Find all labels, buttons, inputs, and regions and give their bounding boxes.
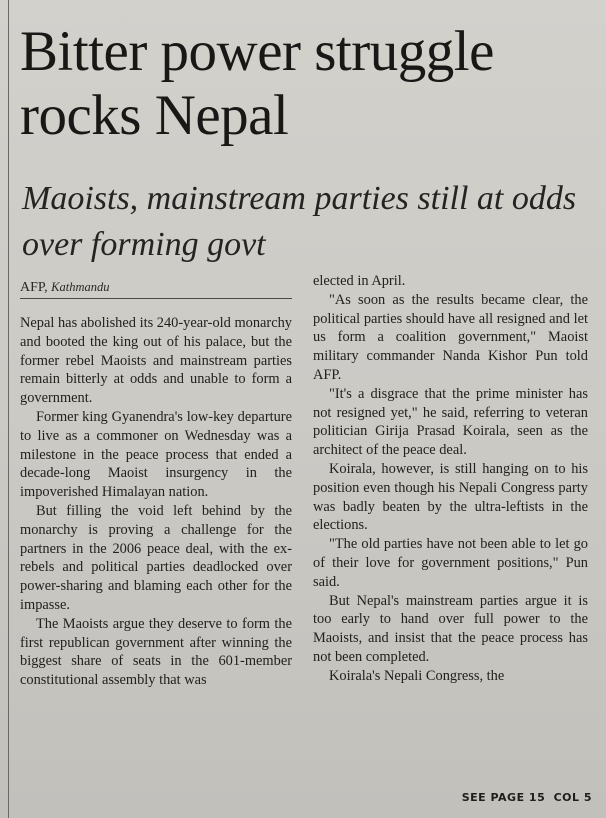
paragraph: Koirala's Nepali Congress, the: [329, 667, 505, 684]
paragraph: "As soon as the results became clear, the political parties should have all resigned and let us form a coalition government," Maoist military commander Nanda Kishor Pun told AFP.: [313, 291, 588, 383]
paragraph: "The old parties have not been able to let go of their love for government positions," Pun said.: [313, 536, 588, 590]
paragraph: But filling the void left behind by the monarchy is proving a challenge for the partners in the 2006 peace deal, with the ex-rebels and political parties deadlocked over power-sharing and blaming each other for the impasse.: [20, 502, 292, 613]
jump-page-label: SEE PAGE 15: [461, 791, 546, 804]
subheadline: Maoists, mainstream parties still at odds over forming govt: [22, 180, 577, 263]
byline-agency: AFP,: [20, 280, 48, 295]
article-column-1: [20, 314, 292, 690]
paragraph: elected in April.: [313, 273, 406, 289]
byline: [20, 278, 290, 297]
paragraph: Former king Gyanendra's low-key departure to live as a commoner on Wednesday was a milestone in the peace process that ended a decade-long Maoist insurgency in the impoverished Himalayan nation.: [20, 408, 292, 501]
paragraph: The Maoists argue they deserve to form the first republican government after winning the biggest share of seats in the 601-member constitutional assembly that was: [20, 615, 292, 689]
paragraph: But Nepal's mainstream parties argue it is too early to hand over full power to the Maoists, and insist that the peace process has not been completed.: [313, 592, 588, 665]
byline-location: Kathmandu: [51, 280, 110, 294]
paragraph: Nepal has abolished its 240-year-old monarchy and booted the king out of his palace, but the former rebel Maoists and mainstream parties remain bitterly at odds and unable to form a government.: [20, 315, 292, 407]
column-rule: [8, 0, 9, 818]
article-column-2: [313, 272, 588, 686]
byline-divider: [20, 298, 292, 299]
paragraph: "It's a disgrace that the prime minister has not resigned yet," he said, referring to veteran politician Girija Prasad Koirala, seen as the architect of the peace deal.: [313, 385, 588, 459]
headline: Bitter power struggle rocks Nepal: [20, 20, 494, 147]
paragraph: Koirala, however, is still hanging on to his position even though his Nepali Congress party was badly beaten by the ultra-leftists in the elections.: [313, 460, 588, 534]
jump-line: [462, 791, 592, 804]
jump-col-label: COL 5: [553, 791, 592, 804]
